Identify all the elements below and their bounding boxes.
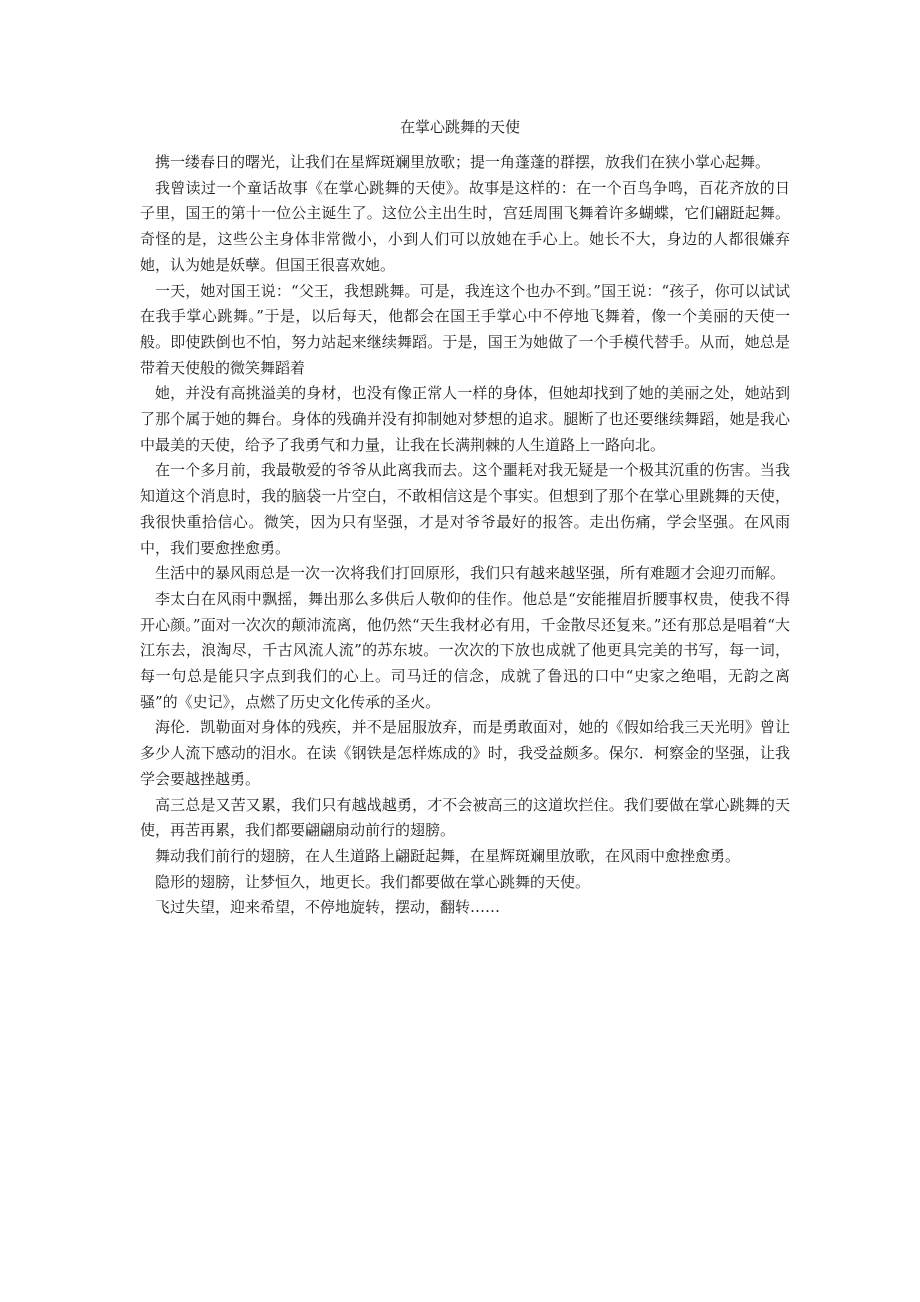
paragraph: 在一个多月前，我最敬爱的爷爷从此离我而去。这个噩耗对我无疑是一个极其沉重的伤害。当我知道这个消息时，我的脑袋一片空白，不敢相信这是个事实。但想到了那个在掌心里跳舞的天使，我很快重拾信心。微笑，因为只有坚强，才是对爷爷最好的报答。走出伤痛，学会坚强。在风雨中，我们要愈挫愈勇。: [140, 461, 790, 557]
paragraph: 高三总是又苦又累，我们只有越战越勇，才不会被高三的这道坎拦住。我们要做在掌心跳舞的天使，再苦再累，我们都要翩翩扇动前行的翅膀。: [140, 795, 790, 840]
paragraph: 我曾读过一个童话故事《在掌心跳舞的天使》。故事是这样的：在一个百鸟争鸣，百花齐放的日子里，国王的第十一位公主诞生了。这位公主出生时，宫廷周围飞舞着许多蝴蝶，它们翩跹起舞。奇怪的是，这些公主身体非常微小，小到人们可以放她在手心上。她长不大，身边的人都很嫌弃她，认为她是妖孽。但国王很喜欢她。: [140, 178, 790, 274]
paragraph: 飞过失望，迎来希望，不停地旋转，摆动，翻转……: [155, 898, 501, 917]
paragraph: 海伦．凯勒面对身体的残疾，并不是屈服放弃，而是勇敢面对，她的《假如给我三天光明》曾让多少人流下感动的泪水。在读《钢铁是怎样炼成的》时，我受益颇多。保尔．柯察金的坚强，让我学会要越挫越勇。: [140, 718, 790, 788]
paragraph: 携一缕春日的曙光，让我们在星辉斑斓里放歌；提一角蓬蓬的群摆，放我们在狭小掌心起舞。: [155, 153, 771, 171]
paragraph: 生活中的暴风雨总是一次一次将我们打回原形，我们只有越来越坚强，所有难题才会迎刃而解。: [155, 564, 786, 583]
paragraph: 舞动我们前行的翅膀，在人生道路上翩跹起舞，在星辉斑斓里放歌，在风雨中愈挫愈勇。: [155, 846, 741, 865]
paragraph: 一天，她对国王说：“父王，我想跳舞。可是，我连这个也办不到。”国王说：“孩子，你可以试试在我手掌心跳舞。”于是，以后每天，他都会在国王手掌心中不停地飞舞着，像一个美丽的天使一般。即使跌倒也不怕，努力站起来继续舞蹈。于是，国王为她做了一个手模代替手。从而，她总是带着天使般的微笑舞蹈着: [140, 281, 790, 377]
paragraph: 李太白在风雨中飘摇，舞出那么多供后人敬仰的佳作。他总是“安能摧眉折腰事权贵，使我不得开心颜。”面对一次次的颠沛流离，他仍然“天生我材必有用，千金散尽还复来。”还有那总是唱着“大江东去，浪淘尽，千古风流人流”的苏东坡。一次次的下放也成就了他更具完美的书写，每一词，每一句总是能只字点到我们的心上。司马迁的信念，成就了鲁迅的口中“史家之绝唱，无韵之离骚”的《史记》，点燃了历史文化传承的圣火。: [140, 589, 790, 711]
paragraph: 隐形的翅膀，让梦恒久，地更长。我们都要做在掌心跳舞的天使。: [155, 872, 591, 891]
document-body: [140, 150, 790, 921]
paragraph: 她，并没有高挑溢美的身材，也没有像正常人一样的身体，但她却找到了她的美丽之处，她站到了那个属于她的舞台。身体的残确并没有抑制她对梦想的追求。腿断了也还要继续舞蹈，她是我心中最美的天使，给予了我勇气和力量，让我在长满荆棘的人生道路上一路向北。: [140, 384, 790, 454]
document-title: 在掌心跳舞的天使: [399, 118, 520, 136]
